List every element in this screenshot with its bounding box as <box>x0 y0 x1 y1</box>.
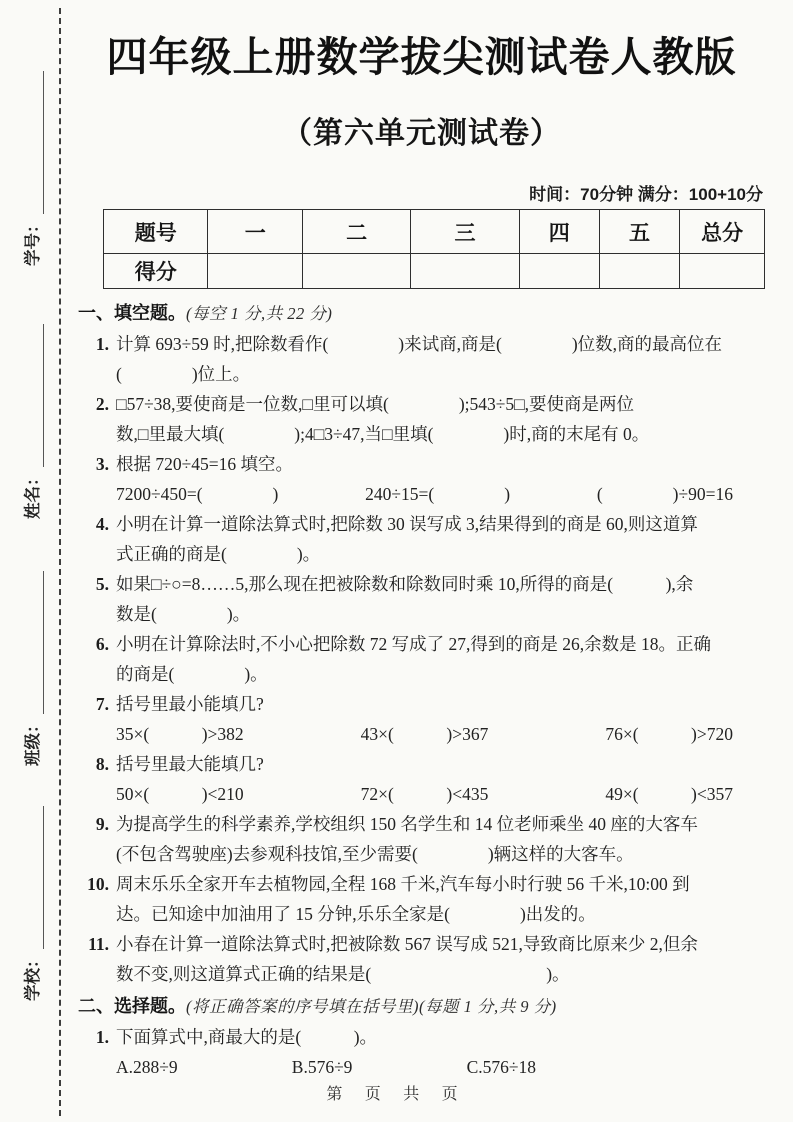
page-footer: 第 页 共 页 <box>326 1086 467 1103</box>
question-body <box>116 630 765 689</box>
question <box>78 690 765 749</box>
question-line: 括号里最大能填几? <box>116 754 264 774</box>
question-number: 4. <box>95 514 109 534</box>
question-line: 小明在计算除法时,不小心把除数 72 写成了 27,得到的商是 26,余数是 18。正确 <box>116 634 711 654</box>
question <box>78 810 765 869</box>
question-number: 11. <box>88 934 109 954</box>
score-header-col1: 一 <box>208 210 303 254</box>
question-line: 的商是( )。 <box>116 663 268 684</box>
question-line: 小春在计算一道除法算式时,把被除数 567 误写成 521,导致商比原来少 2,但余 <box>116 934 698 954</box>
question-line: 为提高学生的科学素养,学校组织 150 名学生和 14 位老师乘坐 40 座的大客车 <box>116 814 698 834</box>
score-table <box>103 209 765 289</box>
question-part: 35×( )>382 <box>116 723 244 744</box>
exam-meta: 时间：70分钟 满分：100+10分 <box>529 185 763 204</box>
section-note: (每空 1 分,共 22 分) <box>186 304 333 323</box>
questions-area <box>78 299 765 1082</box>
question-line: 小明在计算一道除法算式时,把除数 30 误写成 3,结果得到的商是 60,则这道算 <box>116 514 698 534</box>
section-note: (将正确答案的序号填在括号里)(每题 1 分,共 9 分) <box>186 997 557 1016</box>
student-school-line <box>23 806 44 950</box>
score-header-col4: 四 <box>519 210 599 254</box>
score-cell <box>302 254 410 289</box>
question-line <box>116 1053 536 1083</box>
question <box>78 750 765 809</box>
student-class-label: 班级： <box>24 716 42 766</box>
question-line: 周末乐乐全家开车去植物园,全程 168 千米,汽车每小时行驶 56 千米,10:00 到 <box>116 874 690 894</box>
question-line: ( )位上。 <box>116 363 251 384</box>
question-body <box>116 390 765 449</box>
question-body <box>116 870 765 929</box>
question-line: 数是( )。 <box>116 603 251 624</box>
question-body <box>116 750 765 809</box>
question-line: 数不变,则这道算式正确的结果是( )。 <box>116 963 570 984</box>
question <box>78 630 765 689</box>
student-class-line <box>23 571 44 715</box>
score-row-label: 得分 <box>104 254 208 289</box>
score-cell <box>411 254 519 289</box>
question-number: 9. <box>95 814 109 834</box>
question-line: 如果□÷○=8……5,那么现在把被除数和除数同时乘 10,所得的商是( ),余 <box>116 574 694 594</box>
question-part: B.576÷9 <box>291 1056 353 1077</box>
question-line: 数,□里最大填( );4□3÷47,当□里填( )时,商的末尾有 0。 <box>116 423 650 444</box>
question <box>78 330 765 389</box>
question-number: 7. <box>95 694 109 714</box>
student-field-number <box>14 71 44 266</box>
score-header-col2: 二 <box>302 210 410 254</box>
question-number: 6. <box>95 634 109 654</box>
section-heading <box>78 992 765 1021</box>
question-body <box>116 810 765 869</box>
question-part: C.576÷18 <box>466 1056 536 1077</box>
question-part: 76×( )>720 <box>605 723 733 744</box>
question-line: 括号里最小能填几? <box>116 694 264 714</box>
question-number: 8. <box>95 754 109 774</box>
section-title: 一、填空题。 <box>78 303 186 323</box>
student-number-line <box>23 71 44 215</box>
question-part: 7200÷450=( ) <box>116 483 279 504</box>
question-number: 5. <box>95 574 109 594</box>
question-part: 240÷15=( ) <box>365 483 511 504</box>
question-line: 计算 693÷59 时,把除数看作( )来试商,商是( )位数,商的最高位在 <box>116 334 723 354</box>
score-cell <box>208 254 303 289</box>
score-header-col5: 五 <box>599 210 680 254</box>
student-field-school <box>14 806 44 1001</box>
question-part: 72×( )<435 <box>360 783 489 804</box>
paper-content <box>78 0 765 1083</box>
paper-title: 四年级上册数学拔尖测试卷人教版 <box>106 34 737 80</box>
student-number-label: 学号： <box>24 216 42 266</box>
question-line: (不包含驾驶座)去参观科技馆,至少需要( )辆这样的大客车。 <box>116 843 634 864</box>
question-body <box>116 450 765 509</box>
question-line <box>116 780 765 810</box>
question-body <box>116 330 765 389</box>
question-line: 下面算式中,商最大的是( )。 <box>116 1027 378 1047</box>
question-body <box>116 690 765 749</box>
score-header-label: 题号 <box>104 210 208 254</box>
question <box>78 570 765 629</box>
student-school-label: 学校： <box>24 951 42 1001</box>
student-field-name <box>14 324 44 519</box>
student-name-label: 姓名： <box>24 469 42 519</box>
question-number: 10. <box>87 874 109 894</box>
question-body <box>116 570 765 629</box>
question-body <box>116 1023 765 1082</box>
question-line: 达。已知途中加油用了 15 分钟,乐乐全家是( )出发的。 <box>116 903 596 924</box>
score-header-col3: 三 <box>411 210 519 254</box>
question-number: 1. <box>95 334 109 354</box>
question-line: □57÷38,要使商是一位数,□里可以填( );543÷5□,要使商是两位 <box>116 394 635 414</box>
question <box>78 870 765 929</box>
question-line <box>116 480 765 510</box>
question-line: 式正确的商是( )。 <box>116 543 321 564</box>
question-number: 3. <box>95 454 109 474</box>
question-part: ( )÷90=16 <box>596 483 733 504</box>
question-body <box>116 930 765 989</box>
question-line <box>116 720 765 750</box>
question-body <box>116 510 765 569</box>
score-cell <box>519 254 599 289</box>
question-part: 50×( )<210 <box>116 783 244 804</box>
question <box>78 390 765 449</box>
question <box>78 930 765 989</box>
student-name-line <box>23 324 44 468</box>
question-number: 2. <box>95 394 109 414</box>
question-part: A.288÷9 <box>116 1056 178 1077</box>
score-cell <box>680 254 765 289</box>
question <box>78 1023 765 1082</box>
binding-dashed-line <box>59 8 61 1116</box>
question-number: 1. <box>95 1027 109 1047</box>
question-part: 43×( )>367 <box>360 723 489 744</box>
question-line: 根据 720÷45=16 填空。 <box>116 454 293 474</box>
score-header-total: 总分 <box>680 210 765 254</box>
question-part: 49×( )<357 <box>605 783 733 804</box>
section-title: 二、选择题。 <box>78 996 186 1016</box>
binding-margin <box>0 0 76 1122</box>
student-field-class <box>14 571 44 766</box>
question <box>78 510 765 569</box>
paper-subtitle: （第六单元测试卷） <box>282 117 561 150</box>
question <box>78 450 765 509</box>
score-cell <box>599 254 680 289</box>
section-heading <box>78 299 765 328</box>
